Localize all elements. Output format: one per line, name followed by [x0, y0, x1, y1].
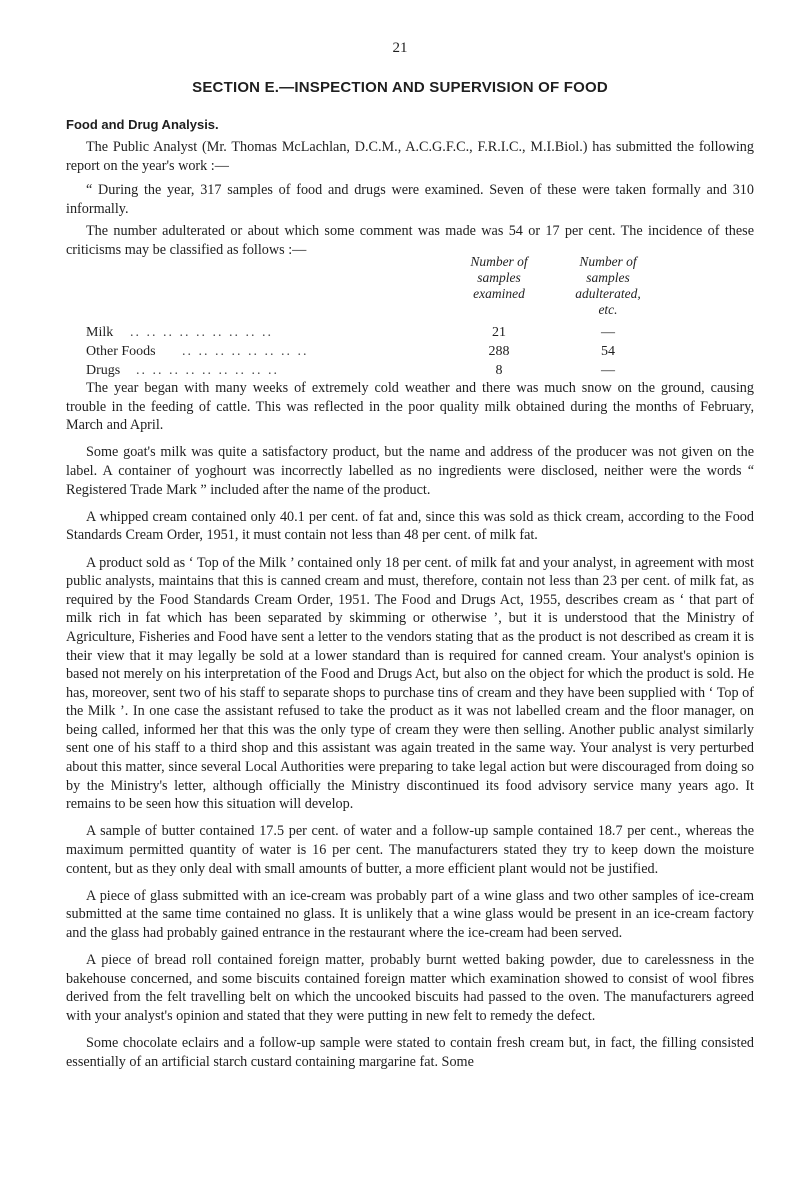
paragraph: The number adulterated or about which some comment was made was 54 or 17 per cent. The incidence of these criticisms may be classified as follows :—	[66, 223, 754, 258]
paragraph: A sample of butter contained 17.5 per cent. of water and a follow-up sample contained 18.7 per cent., whereas the maximum permitted quantity of water is 16 per cent. The manufacturers stated they try to keep down the moisture content, but as they only deal with small amounts of butter, a more efficient plant would not be justified.	[66, 823, 754, 877]
report-body	[66, 379, 754, 1080]
paragraph: The Public Analyst (Mr. Thomas McLachlan, D.C.M., A.C.G.F.C., F.R.I.C., M.I.Biol.) has submitted the following report on the year's work :—	[66, 139, 754, 174]
paragraph: “ During the year, 317 samples of food and drugs were examined. Seven of these were taken formally and 310 informally.	[66, 182, 754, 217]
adulterated-value: —	[601, 325, 615, 340]
paragraph: A whipped cream contained only 40.1 per cent. of fat and, since this was sold as thick cream, according to the Food Standards Cream Order, 1951, it must contain not less than 48 per cent. of milk fat.	[66, 508, 754, 544]
intro-paragraph	[66, 138, 754, 175]
table-row	[86, 362, 666, 380]
paragraph: A product sold as ‘ Top of the Milk ’ contained only 18 per cent. of milk fat and your analyst, in agreement with most public analysts, maintains that this is canned cream and must, therefore, contain not less than 23 per cent. of milk fat, as required by the Food Standards Cream Order, 1951. The Food and Drugs Act, 1955, describes cream as ‘ that part of milk rich in fat which has been separated by skimming or otherwise ’, but it is understood that the Ministry of Agriculture, Fisheries and Food have sent a letter to the vendors stating that as the product is not described as cream it is their view that it may legally be sold at a lower standard than is required for canned cream. Your analyst's opinion is based not merely on his interpretation of the Food and Drugs Act, but also on the object for which the product is sold. He has, moreover, sent two of his staff to separate shops to purchase tins of cream and they have been supplied with ‘ Top of the Milk ’. In one case the assistant refused to take the product as it was not labelled cream and the floor manager, on being called, informed her that this was the only type of cream they were then selling. Another public analyst similarly sent one of his staff to a third shop and this assistant was again treated in the same way. Your analyst is very perturbed about this matter, since several Local Authorities were preparing to take legal action but were discouraged from doing so by the Ministry's letter, although officially the Ministry discontinued its food advisory service many years ago. It remains to be seen how this situation will develop.	[66, 554, 754, 813]
header-line: Number of	[470, 254, 528, 269]
paragraph: Some goat's milk was quite a satisfactory product, but the name and address of the producer was not given on the label. A container of yoghourt was incorrectly labelled as no ingredients were disclosed, neither were the words “ Registered Trade Mark ” included after the name of the product.	[66, 444, 754, 498]
examined-value: 8	[495, 363, 503, 378]
page-number: 21	[392, 40, 408, 56]
leader-dots: .. .. .. .. .. .. .. .. ..	[130, 325, 273, 340]
header-line: adulterated,	[575, 286, 641, 301]
examined-value: 21	[492, 325, 506, 340]
paragraph: A piece of glass submitted with an ice-cream was probably part of a wine glass and two other samples of ice-cream submitted at the same time contained no glass. It is unlikely that a wine glass would be present in an ice-cream factory and the glass had probably gained entrance in the restaurant where the ice-cream had been served.	[66, 887, 754, 941]
adulterated-value: —	[601, 363, 615, 378]
samples-paragraph	[66, 181, 754, 218]
table-row	[86, 324, 666, 342]
header-line: samples	[477, 270, 521, 285]
header-line: samples	[586, 270, 630, 285]
adulterated-value: 54	[601, 344, 615, 359]
header-line: Number of	[579, 254, 637, 269]
column-header-adulterated	[550, 254, 666, 318]
column-header-examined	[449, 254, 549, 302]
paragraph: The year began with many weeks of extremely cold weather and there was much snow on the ground, causing trouble in the feeding of cattle. This was reflected in the poor quality milk obtained during the months of February, March and April.	[66, 380, 754, 434]
leader-dots: .. .. .. .. .. .. .. .. ..	[136, 363, 279, 378]
sub-heading: Food and Drug Analysis.	[66, 117, 219, 132]
table-row	[86, 343, 666, 361]
row-label: Other Foods	[86, 344, 156, 359]
paragraph: Some chocolate eclairs and a follow-up sample were stated to contain fresh cream but, in fact, the filling consisted essentially of an artificial starch custard containing margarine fat. Some	[66, 1035, 754, 1070]
row-label: Drugs	[86, 363, 121, 378]
header-line: examined	[473, 286, 525, 301]
header-line: etc.	[598, 302, 618, 317]
section-heading: SECTION E.—INSPECTION AND SUPERVISION OF FOOD	[192, 79, 608, 96]
paragraph: A piece of bread roll contained foreign matter, probably burnt wetted baking powder, due to carelessness in the bakehouse concerned, and some biscuits contained foreign matter which examination showed to consist of wool fibres derived from the felt travelling belt on which the uncooked biscuits had passed to the oven. The manufacturers agreed with your analyst's opinion and stated that they were putting in new felt to remedy the defect.	[66, 952, 754, 1024]
leader-dots: .. .. .. .. .. .. .. ..	[182, 344, 309, 359]
row-label: Milk	[86, 325, 114, 340]
examined-value: 288	[488, 344, 510, 359]
